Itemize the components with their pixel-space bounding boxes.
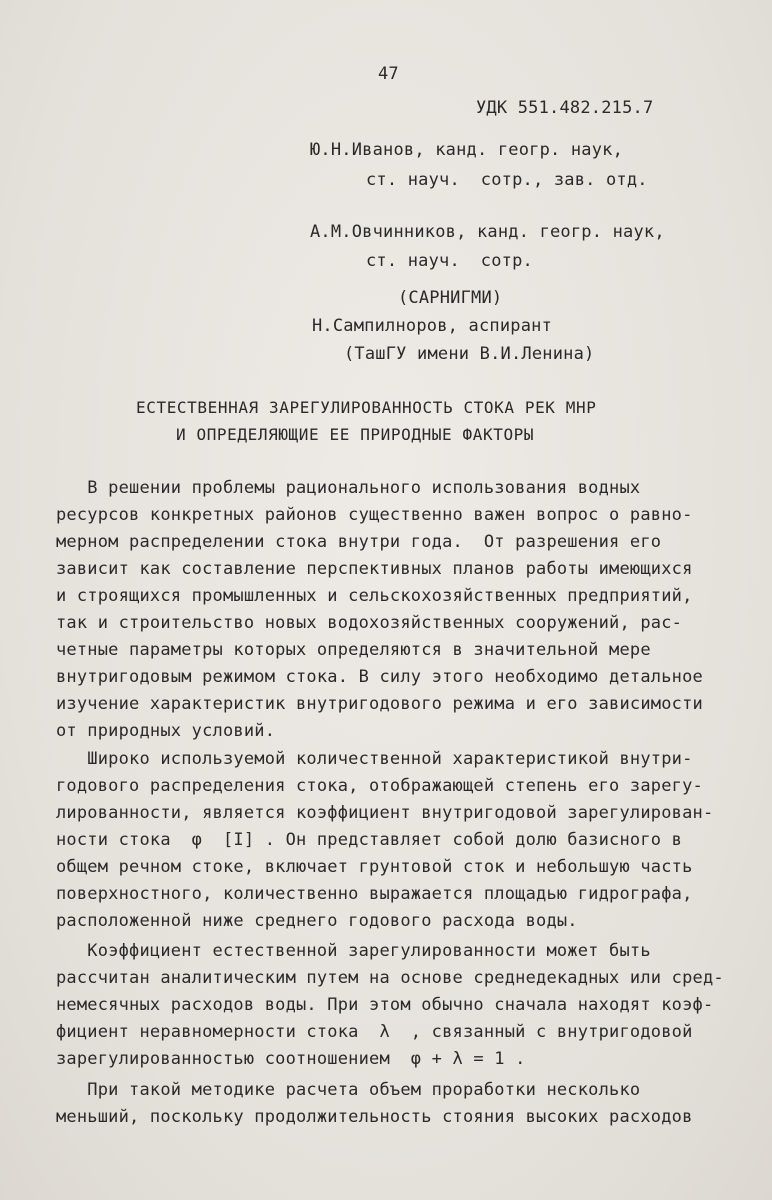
- body-line: четные параметры которых определяются в значительной мере: [56, 640, 651, 660]
- body-line: ности стока φ [I] . Он представляет собой долю базисного в: [56, 830, 683, 850]
- article-title-line-1: ЕСТЕСТВЕННАЯ ЗАРЕГУЛИРОВАННОСТЬ СТОКА РЕК МНР: [136, 398, 597, 417]
- body-line: и строящихся промышленных и сельскохозяйственных предприятий,: [56, 586, 693, 606]
- body-line: поверхностного, количественно выражается площадью гидрографа,: [56, 884, 693, 904]
- body-line: мерном распределении стока внутри года. От разрешения его: [56, 532, 662, 552]
- body-line: зависит как составление перспективных планов работы имеющихся: [56, 559, 693, 579]
- body-line: немесячных расходов воды. При этом обычно сначала находят коэф-: [56, 995, 714, 1015]
- udc-code: УДК 551.482.215.7: [476, 98, 654, 118]
- article-title-line-2: И ОПРЕДЕЛЯЮЩИЕ ЕЕ ПРИРОДНЫЕ ФАКТОРЫ: [176, 425, 535, 444]
- body-line: В решении проблемы рационального использования водных: [56, 478, 641, 498]
- author-1-position: ст. науч. сотр., зав. отд.: [366, 170, 648, 190]
- body-line: Коэффициент естественной зарегулированности может быть: [56, 941, 651, 961]
- body-line: общем речном стоке, включает грунтовой сток и небольшую часть: [56, 857, 693, 877]
- page-number: 47: [378, 64, 399, 84]
- body-line: Широко используемой количественной характеристикой внутри-: [56, 749, 693, 769]
- body-line: При такой методике расчета объем проработки несколько: [56, 1080, 641, 1100]
- body-line: от природных условий.: [56, 721, 276, 741]
- affiliation-tashgu: (ТашГУ имени В.И.Ленина): [344, 344, 595, 364]
- body-line: ресурсов конкретных районов существенно важен вопрос о равно-: [56, 505, 693, 525]
- body-line: внутригодовым режимом стока. В силу этого необходимо детальное: [56, 667, 703, 687]
- affiliation-sarnigmi: (САРНИГМИ): [398, 288, 503, 308]
- author-2-name: А.М.Овчинников, канд. геогр. наук,: [310, 222, 665, 242]
- body-line: зарегулированностью соотношением φ + λ = 1 .: [56, 1049, 526, 1069]
- author-3-name: Н.Сампилноров, аспирант: [312, 316, 553, 336]
- body-line: годового распределения стока, отображающей степень его зарегу-: [56, 776, 703, 796]
- body-line: лированности, является коэффициент внутригодовой зарегулирован-: [56, 803, 714, 823]
- body-line: изучение характеристик внутригодового режима и его зависимости: [56, 694, 703, 714]
- body-line: так и строительство новых водохозяйственных сооружений, рас-: [56, 613, 683, 633]
- body-line: расположенной ниже среднего годового расхода воды.: [56, 911, 578, 931]
- author-1-name: Ю.Н.Иванов, канд. геогр. наук,: [310, 140, 624, 160]
- body-line: фициент неравномерности стока λ , связанный с внутригодовой: [56, 1022, 693, 1042]
- author-2-position: ст. науч. сотр.: [366, 251, 533, 271]
- body-line: рассчитан аналитическим путем на основе среднедекадных или сред-: [56, 968, 724, 988]
- body-line: меньший, поскольку продолжительность стояния высоких расходов: [56, 1107, 693, 1127]
